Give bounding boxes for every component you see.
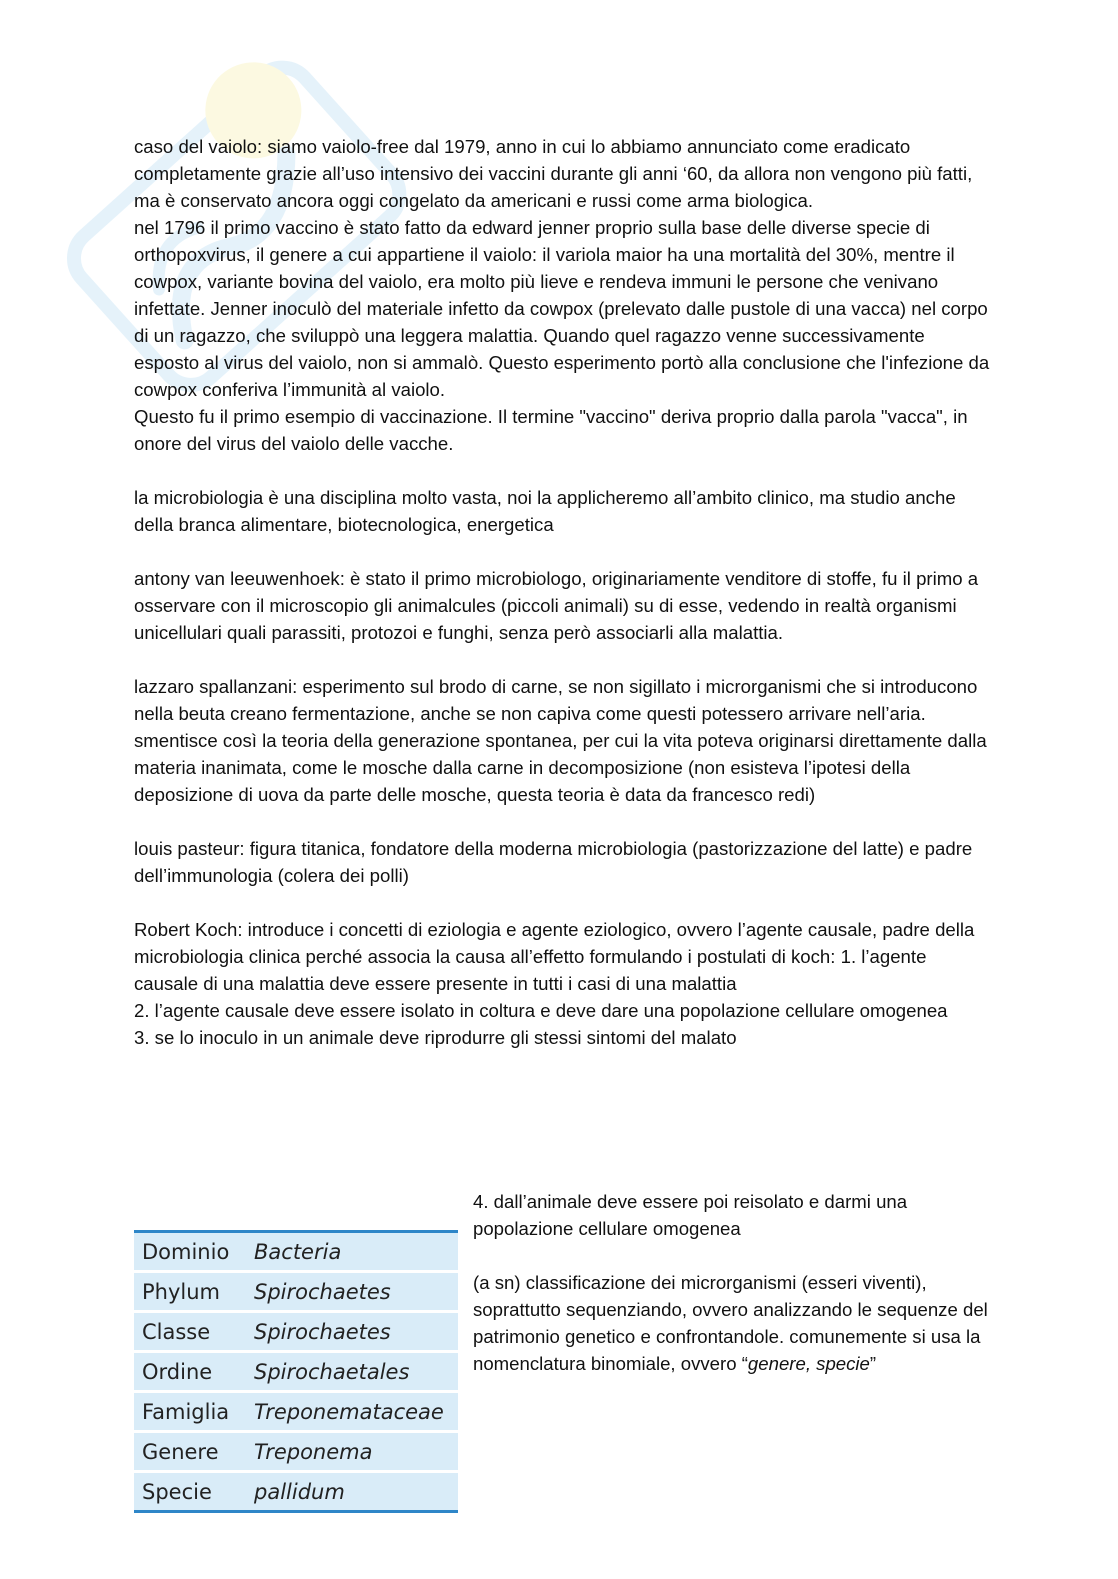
classification-closing-quote: ” [869,1353,877,1374]
paragraph-koch: Robert Koch: introduce i concetti di eziologia e agente eziologico, ovvero l’agente causale, padre della microbiologia clinica perché associa la causa all’effetto formulando i postulati di koch: 1. l’agente causale di una malattia deve essere presente in tutti i casi di una malattia [134,919,975,994]
binomial-nomenclature-term: genere, specie [747,1353,870,1374]
paragraph-jenner: nel 1796 il primo vaccino è stato fatto da edward jenner proprio sulla base delle diverse specie di orthopoxvirus, il genere a cui appartiene il vaiolo: il variola maior ha una mortalità del 30%, mentre il cowpox, variante bovina del vaiolo, era molto più lieve e rendeva immuni le persone che venivano infettate. Jenner inoculò del materiale infetto da cowpox (prelevato dalle pustole di una vacca) nel corpo di un ragazzo, che sviluppò una leggera malattia. Quando quel ragazzo venne successivamente esposto al virus del vaiolo, non si ammalò. Questo esperimento portò alla conclusione che l'infezione da cowpox conferiva l’immunità al vaiolo. [134,217,990,400]
taxon-cell: Spirochaetales [254,1359,410,1384]
taxon-cell: Spirochaetes [254,1319,391,1344]
paragraph-first-vaccination: Questo fu il primo esempio di vaccinazione. Il termine "vaccino" deriva proprio dalla parola "vacca", in onore del virus del vaiolo delle vacche. [134,406,968,454]
paragraph-koch-postulate-4: 4. dall’animale deve essere poi reisolato e darmi una popolazione cellulare omogenea [473,1191,908,1239]
document-body [134,133,994,1051]
table-row [134,1352,458,1392]
taxon-cell: Bacteria [254,1239,342,1264]
paragraph-classification [473,1269,994,1377]
taxon-cell: Treponemataceae [254,1399,444,1424]
table-row [134,1232,458,1272]
taxon-cell: pallidum [254,1479,345,1504]
paragraph-spallanzani: lazzaro spallanzani: esperimento sul brodo di carne, se non sigillato i microrganismi che si introducono nella beuta creano fermentazione, anche se non capiva come questi potessero arrivare nell’aria. smentisce così la teoria della generazione spontanea, per cui la vita poteva originarsi direttamente dalla materia inanimata, come le mosche dalla carne in decomposizione (non esisteva l’ipotesi della deposizione di uova da parte delle mosche, questa teoria è data da francesco redi) [134,676,987,805]
rank-cell: Specie [142,1479,212,1504]
bottom-section [134,1188,994,1558]
table-row [134,1472,458,1512]
paragraph-koch-postulate-3: 3. se lo inoculo in un animale deve riprodurre gli stessi sintomi del malato [134,1027,737,1048]
paragraph-microbiology: la microbiologia è una disciplina molto vasta, noi la applicheremo all’ambito clinico, ma studio anche della branca alimentare, biotecnologica, energetica [134,487,956,535]
rank-cell: Classe [142,1319,211,1344]
rank-cell: Ordine [142,1359,213,1384]
paragraph-pasteur: louis pasteur: figura titanica, fondatore della moderna microbiologia (pastorizzazione del latte) e padre dell’immunologia (colera dei polli) [134,838,973,886]
table-row [134,1312,458,1352]
rank-cell: Genere [142,1439,219,1464]
table-row [134,1432,458,1472]
paragraph-leeuwenhoek: antony van leeuwenhoek: è stato il primo microbiologo, originariamente venditore di stoffe, fu il primo a osservare con il microscopio gli animalcules (piccoli animali) su di esse, vedendo in realtà organismi unicellulari quali parassiti, protozoi e funghi, senza però associarli alla malattia. [134,568,979,643]
paragraph-smallpox: caso del vaiolo: siamo vaiolo-free dal 1979, anno in cui lo abbiamo annunciato come eradicato completamente grazie all’uso intensivo dei vaccini durante gli anni ‘60, da allora non vengono più fatti, ma è conservato ancora oggi congelato da americani e russi come arma biologica. [134,136,973,211]
rank-cell: Phylum [142,1279,221,1304]
classification-text: (a sn) classificazione dei microrganismi (esseri viventi), soprattutto sequenziando, ovvero analizzando le sequenze del patrimonio genetico e confrontandole. comunemente si usa la nomenclatura binomiale, ovvero “ [473,1272,988,1374]
taxon-cell: Treponema [254,1439,373,1464]
taxonomy-table [134,1230,458,1513]
side-notes [473,1188,994,1377]
table-row [134,1272,458,1312]
rank-cell: Famiglia [142,1399,230,1424]
rank-cell: Dominio [142,1239,230,1264]
table-row [134,1392,458,1432]
paragraph-koch-postulate-2: 2. l’agente causale deve essere isolato in coltura e deve dare una popolazione cellulare omogenea [134,1000,948,1021]
taxon-cell: Spirochaetes [254,1279,391,1304]
